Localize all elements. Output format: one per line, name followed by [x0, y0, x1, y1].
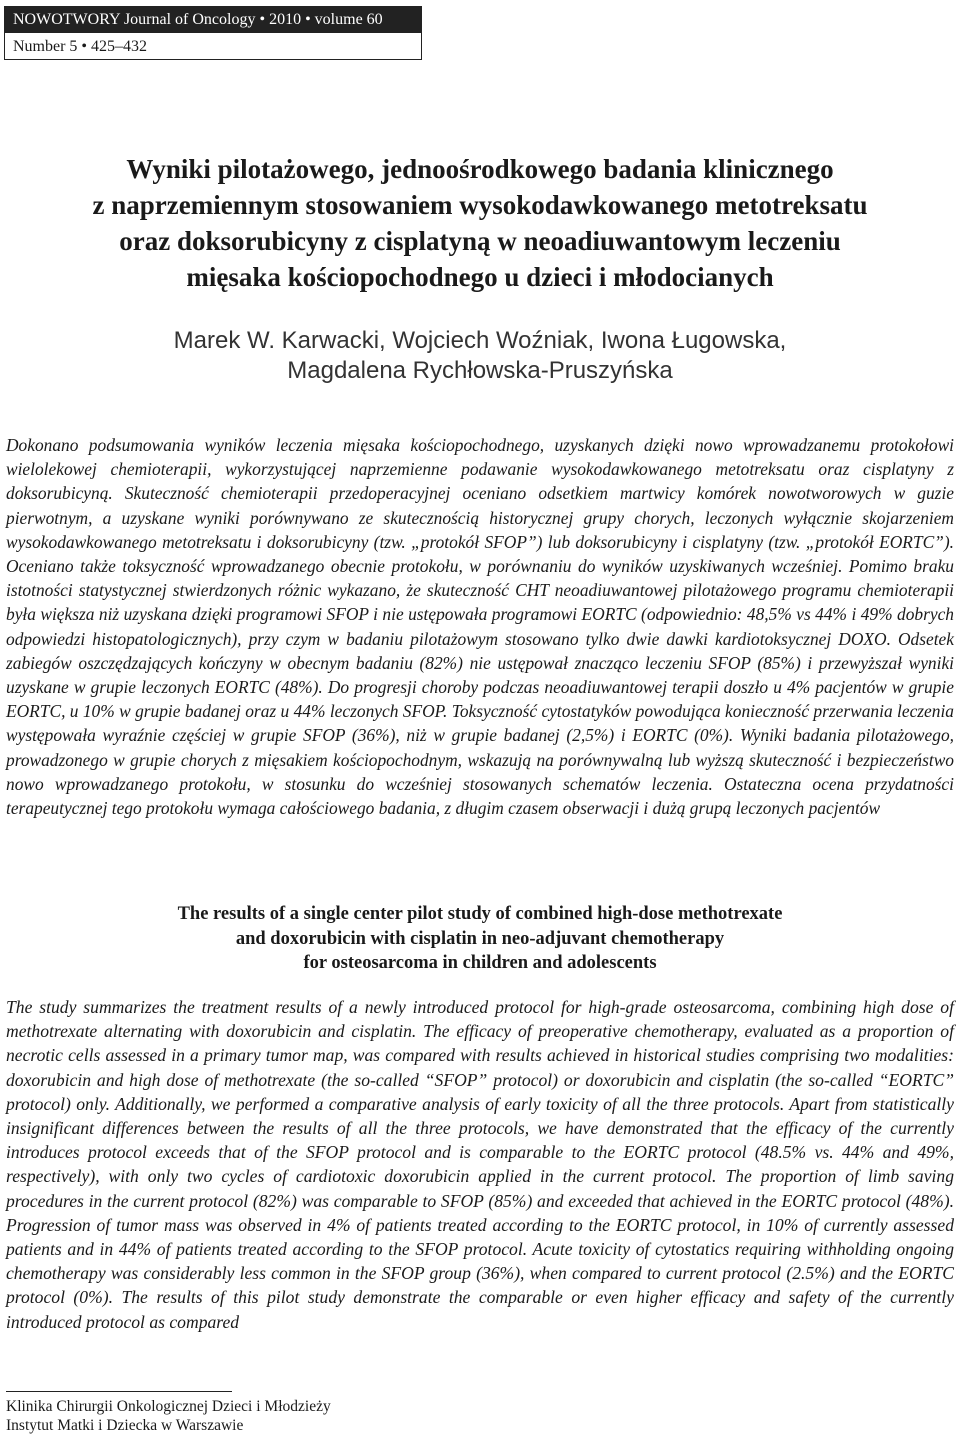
polish-title	[40, 151, 920, 295]
affiliation-line: Klinika Chirurgii Onkologicznej Dzieci i Młodzieży	[6, 1398, 331, 1415]
english-title	[60, 902, 900, 976]
polish-title-line: Wyniki pilotażowego, jednoośrodkowego badania klinicznego	[126, 154, 834, 184]
journal-header	[4, 6, 422, 60]
journal-name: NOWOTWORY Journal of Oncology • 2010 • volume 60	[5, 7, 421, 33]
polish-title-line: mięsaka kościopochodnego u dzieci i młodocianych	[186, 262, 774, 292]
english-title-line: for osteosarcoma in children and adolescents	[303, 953, 657, 973]
english-abstract: The study summarizes the treatment results of a newly introduced protocol for high-grade osteosarcoma, combining high dose of methotrexate alternating with doxorubicin and cisplatin. The efficacy of preoperative chemotherapy, evaluated as a proportion of necrotic cells assessed in a primary tumor map, was compared with results achieved in historical studies comprising two modalities: doxorubicin and high dose of methotrexate (the so-called “SFOP” protocol) or doxorubicin and cisplatin (the so-called “EORTC” protocol) only. Additionally, we performed a comparative analysis of early toxicity of all the three protocols. Apart from statistically insignificant differences between the results of all the three protocols, we have demonstrated that the efficacy of the currently introduces protocol exceeds that of the SFOP protocol and is comparable to the EORTC protocol (48.5% vs. 44% and 49%, respectively), with only two cycles of cardiotoxic doxorubicin applied in the current protocol. The proportion of limb saving procedures in the current protocol (82%) was comparable to SFOP (85%) and exceeded that achieved in the EORTC protocol (48%). Progression of tumor mass was observed in 4% of patients treated according to the EORTC protocol, in 10% of currently assessed patients and in 44% of patients treated according to the SFOP protocol. Acute toxicity of cytostatics requiring withholding ongoing chemotherapy was considerably less common in the SFOP group (36%), when compared to current protocol (2.5%) and the EORTC protocol (0%). The results of this pilot study demonstrate the comparable or even higher efficacy and safety of the currently introduced protocol as compared	[6, 997, 954, 1332]
authors	[100, 326, 860, 386]
affiliation-line: Instytut Matki i Dziecka w Warszawie	[6, 1417, 244, 1434]
authors-line: Marek W. Karwacki, Wojciech Woźniak, Iwona Ługowska,	[173, 327, 787, 354]
english-title-line: The results of a single center pilot study of combined high-dose methotrexate	[177, 904, 783, 924]
issue-info: Number 5 • 425–432	[13, 38, 148, 55]
polish-title-line: oraz doksorubicyny z cisplatyną w neoadiuwantowym leczeniu	[119, 226, 841, 256]
english-title-line: and doxorubicin with cisplatin in neo-adjuvant chemotherapy	[235, 928, 725, 949]
polish-abstract: Dokonano podsumowania wyników leczenia mięsaka kościopochodnego, uzyskanych dzięki nowo wprowadzanemu protokołowi wielolekowej chemioterapii, wykorzystującej naprzemienne podawanie wysokodawkowanego metotreksatu oraz cisplatyny z doksorubicyną. Skuteczność chemioterapii przedoperacyjnej oceniano odsetkiem martwicy komórek nowotworowych w guzie pierwotnym, a uzyskane wyniki porównywano ze skutecznością historycznej grupy chorych, leczonych wyłącznie skojarzeniem wysokodawkowanego metotreksatu i doksorubicyny (tzw. „protokół SFOP”) lub doksorubicyny i cisplatyny (tzw. „protokół EORTC”). Oceniano także toksyczność wprowadzanego obecnie protokołu, w porównaniu do wyników uzyskiwanych wcześniej. Pomimo braku istotności statystycznej stwierdzonych różnic wykazano, że skuteczność CHT neoadiuwantowej pilotażowego programu chemioterapii była większa niż uzyskana dzięki programowi SFOP i nie ustępowała programowi EORTC (odpowiednio: 48,5% vs 44% i 49% dobrych odpowiedzi histopatologicznych), przy czym w badaniu pilotażowym stosowano tylko dwie dawki kardiotoksycznej DOXO. Odsetek zabiegów oszczędzających kończyny w obecnym badaniu (82%) nie ustępował znacząco leczeniu SFOP (85%) i przewyższał wyniki uzyskane w grupie leczonych EORTC (48%). Do progresji choroby podczas neoadiuwantowej terapii doszło u 4% pacjentów w grupie EORTC, u 10% w grupie badanej oraz u 44% leczonych SFOP. Toksyczność cytostatyków powodująca konieczność przerwania leczenia występowała wyraźnie częściej w grupie SFOP (36%), niż w grupie badanej (2,5%) i EORTC (0%). Wyniki badania pilotażowego, prowadzonego w grupie chorych z mięsakiem kościopochodnym, wskazują na porównywalną lub wyższą skuteczność i bezpieczeństwo nowo wprowadzanego protokołu, w stosunku do wcześniej stosowanych schematów leczenia. Ostateczna ocena przydatności terapeutycznej tego protokołu wymaga całościowego badania, z długim czasem obserwacji i dużą grupą leczonych pacjentów	[6, 435, 954, 819]
affiliation	[6, 1397, 331, 1435]
footnote-divider	[6, 1391, 232, 1392]
authors-line: Magdalena Rychłowska-Pruszyńska	[287, 357, 673, 384]
polish-title-line: z naprzemiennym stosowaniem wysokodawkowanego metotreksatu	[92, 190, 868, 220]
